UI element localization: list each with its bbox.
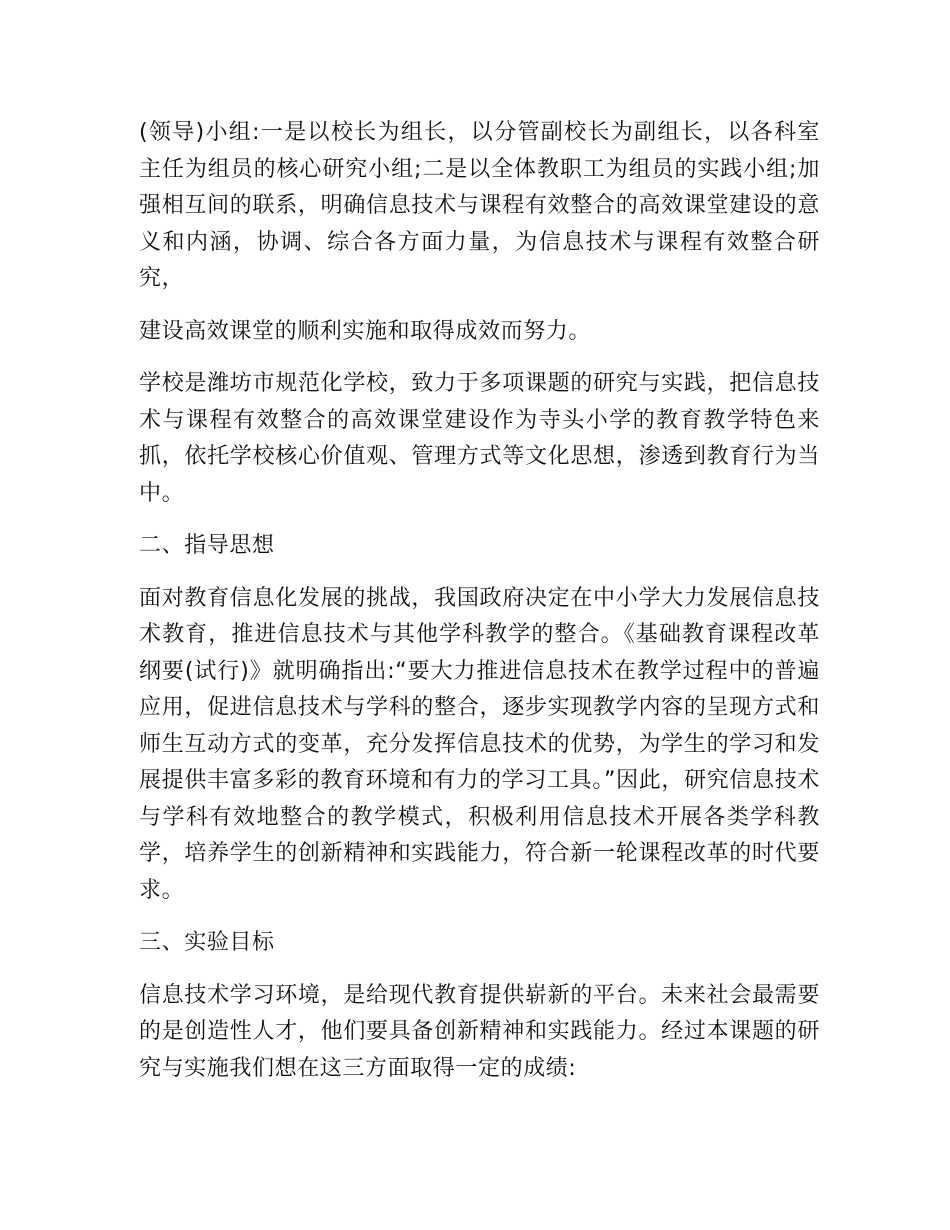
paragraph-efficient-classroom: 建设高效课堂的顺利实施和取得成效而努力。	[139, 318, 592, 344]
paragraph-leadership-group: (领导)小组:一是以校长为组长，以分管副校长为副组长，以各科室主任为组员的核心研究小组;二是以全体教职工为组员的实践小组;加强相互间的联系，明确信息技术与课程有效整合的高效课堂建设的意义和内涵，协调、综合各方面力量，为信息技术与课程有效整合研究，	[139, 120, 820, 291]
section-heading-experiment-goals: 三、实验目标	[139, 930, 275, 955]
paragraph-experiment-goals: 信息技术学习环境，是给现代教育提供崭新的平台。未来社会最需要的是创造性人才，他们要具备创新精神和实践能力。经过本课题的研究与实施我们想在这三方面取得一定的成绩:	[139, 982, 820, 1081]
paragraph-guiding-thought: 面对教育信息化发展的挑战，我国政府决定在中小学大力发展信息技术教育，推进信息技术与其他学科教学的整合。《基础教育课程改革纲要(试行)》就明确指出:“要大力推进信息技术在教学过程中的普遍应用，促进信息技术与学科的整合，逐步实现教学内容的呈现方式和师生互动方式的变革，充分发挥信息技术的优势，为学生的学习和发展提供丰富多彩的教育环境和有力的学习工具。”因此，研究信息技术与学科有效地整合的教学模式，积极利用信息技术开展各类学科教学，培养学生的创新精神和实践能力，符合新一轮课程改革的时代要求。	[139, 585, 820, 903]
section-heading-guiding-thought: 二、指导思想	[139, 533, 275, 558]
paragraph-school-intro: 学校是潍坊市规范化学校，致力于多项课题的研究与实践，把信息技术与课程有效整合的高效课堂建设作为寺头小学的教育教学特色来抓，依托学校核心价值观、管理方式等文化思想，渗透到教育行为当中。	[139, 371, 820, 506]
